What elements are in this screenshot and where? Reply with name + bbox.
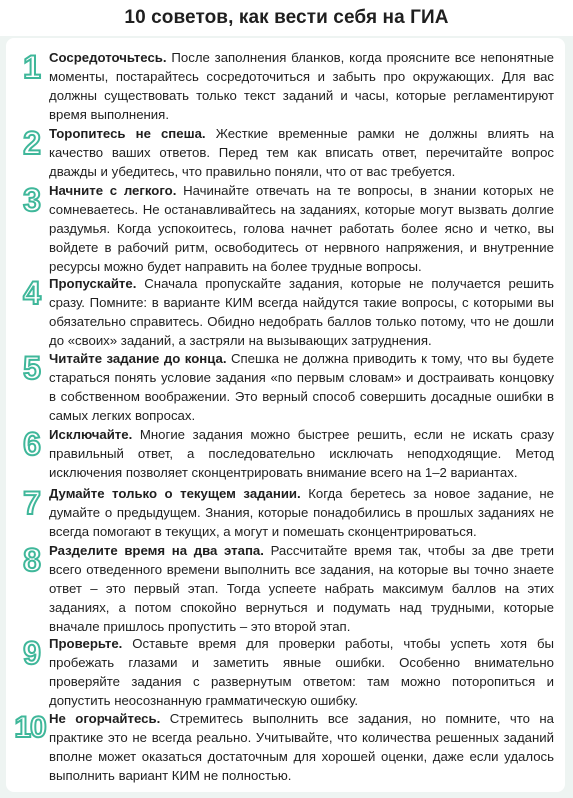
tip-number: 4	[23, 275, 41, 311]
tip-number: 9	[23, 635, 41, 671]
tip-text: Оставьте время для проверки работы, чтобы успеть хотя бы пробежать глазами и заметить явные ошибки. Особенно внимательно проверяйте задания с развернутым ответом: там можно поторопиться и допустить неосознанную грамматическую ошибку.	[49, 636, 554, 708]
tip-body	[49, 124, 554, 181]
tip-text: Сначала пропускайте задания, которые не получается решить сразу. Помните: в варианте КИМ всегда найдутся такие вопросы, с которыми вы обязательно справитесь. Обидно недобрать баллов только потому, что не дошли до «своих» заданий, а застряли на вызывающих затруднения.	[49, 276, 554, 348]
tip-text: Рассчитайте время так, чтобы за две трети всего отведенного времени выполнить все задания, на которые вы точно знаете ответ – это первый этап. Тогда успеете набрать максимум баллов на этих заданиях, а потом спокойно вернуться и подумать над трудными, которые вначале пришлось пропустить – это второй этап.	[49, 543, 554, 634]
tip-body	[49, 709, 554, 785]
tip-number: 10	[14, 711, 46, 744]
tip-number: 3	[23, 182, 41, 218]
tip-number: 8	[23, 542, 41, 578]
tip-text: После заполнения бланков, когда проясните все непонятные моменты, постарайтесь сосредоточиться и забыть про окружающих. Для вас должны существовать только текст заданий и часы, которые регламентируют время выполнения.	[49, 50, 554, 122]
title-bar	[0, 0, 573, 36]
page-title: 10 советов, как вести себя на ГИА	[124, 7, 449, 28]
tip-body	[49, 274, 554, 350]
tip-body	[49, 634, 554, 710]
tip-text: Стремитесь выполнить все задания, но помните, что на практике это не всегда реально. Учитывайте, что количества решенных заданий вполне может оказаться достаточным для хорошей оценки, даже если удалось выполнить вариант КИМ не полностью.	[49, 711, 555, 783]
tip-heading: Разделите время на два этапа.	[49, 543, 264, 558]
tip-heading: Читайте задание до конца.	[49, 351, 227, 366]
tip-body	[49, 349, 554, 425]
tip-heading: Сосредоточьтесь.	[49, 50, 167, 65]
tip-text: Спешка не должна приводить к тому, что вы будете стараться понять условие задания «по первым словам» и достраивать концовку в собственном воображении. Это верный способ совершить досадные ошибки в самых легких вопросах.	[49, 351, 554, 423]
tip-text: Начинайте отвечать на те вопросы, в знании которых не сомневаетесь. Не останавливайтесь на заданиях, которые могут вызвать долгие раздумья. Когда успокоитесь, голова начнет работать более ясно и четко, вы войдете в рабочий ритм, освободитесь от нервного напряжения, и внутренние ресурсы можно будет направить на более трудные вопросы.	[49, 183, 554, 274]
tip-heading: Начните с легкого.	[49, 183, 177, 198]
tip-number: 6	[23, 426, 41, 462]
tip-body	[49, 484, 554, 541]
tip-heading: Думайте только о текущем задании.	[49, 486, 301, 501]
tip-number: 7	[23, 485, 41, 521]
tip-text: Многие задания можно быстрее решить, если не искать сразу правильный ответ, а последовательно исключать неподходящие. Метод исключения позволяет сконцентрировать внимание всего на 1–2 вариантах.	[49, 427, 554, 480]
tip-heading: Не огорчайтесь.	[49, 711, 161, 726]
tip-heading: Торопитесь не спеша.	[49, 126, 206, 141]
tip-text: Жесткие временные рамки не должны влиять на качество ваших ответов. Перед тем как вписать ответ, перечитайте вопрос дважды и убедитесь, что правильно поняли, что от вас требуется.	[49, 126, 554, 179]
tip-body	[49, 425, 554, 482]
tip-text: Когда беретесь за новое задание, не думайте о предыдущем. Знания, которые понадобились в прошлых заданиях не всегда помогают в текущих, а могут и помешать сконцентрироваться.	[49, 486, 554, 539]
tip-number: 1	[23, 49, 41, 85]
tips-card	[6, 38, 565, 792]
tip-heading: Проверьте.	[49, 636, 123, 651]
tip-body	[49, 181, 554, 276]
tip-body	[49, 48, 554, 124]
tip-heading: Пропускайте.	[49, 276, 137, 291]
tip-number: 5	[23, 350, 41, 386]
tip-number: 2	[23, 125, 41, 161]
tip-heading: Исключайте.	[49, 427, 133, 442]
tip-body	[49, 541, 554, 636]
